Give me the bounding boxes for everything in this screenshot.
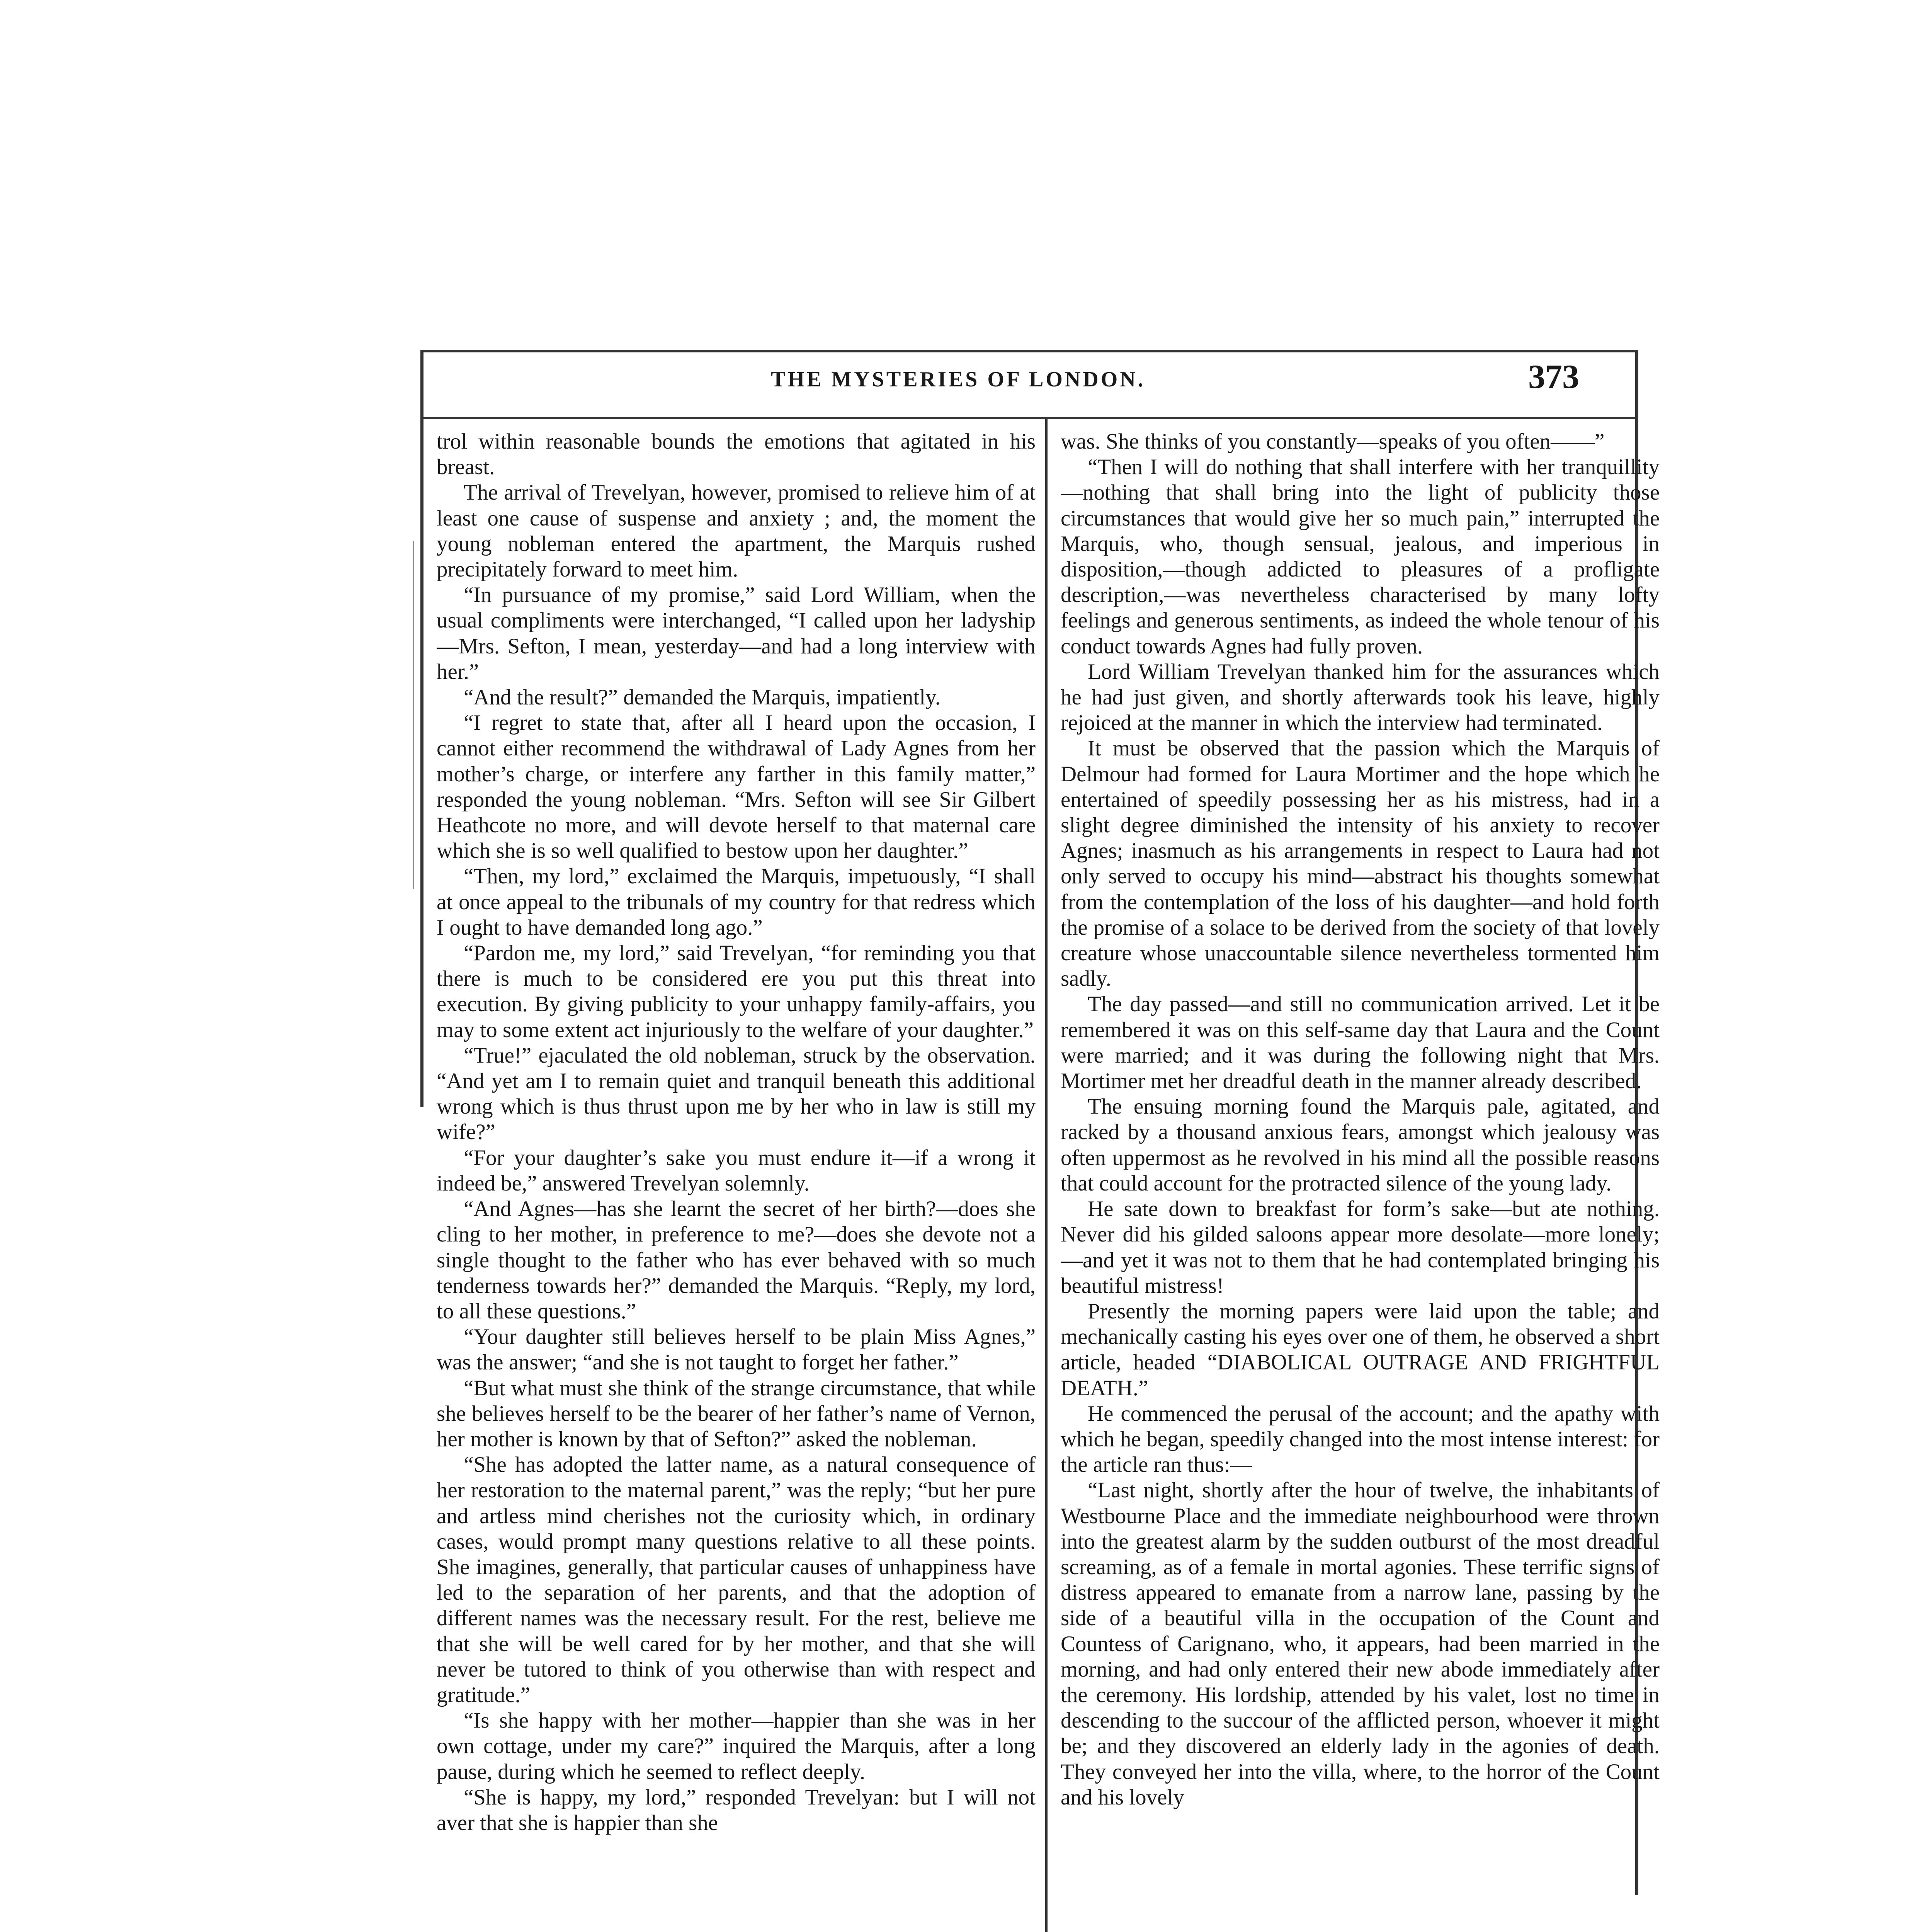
paragraph: “In pursuance of my promise,” said Lord William, when the usual compliments were interchanged, “I called upon her ladyship—Mrs. Sefton, I mean, yesterday—and had a long interview with her.” [437, 583, 1036, 684]
paragraph: “For your daughter’s sake you must endure it—if a wrong it indeed be,” answered Trevelyan solemnly. [437, 1145, 1036, 1196]
paragraph: “Then I will do nothing that shall interfere with her tranquillity—nothing that shall bring into the light of publicity those circumstances that would give her so much pain,” interrupted the Marquis, who, though sensual, jealous, and imperious in disposition,—though addicted to pleasures of a profligate description,—was nevertheless characterised by many lofty feelings and generous sentiments, as indeed the whole tenour of his conduct towards Agnes had fully proven. [1061, 455, 1660, 658]
column-divider [1045, 419, 1048, 1932]
paragraph: He sate down to breakfast for form’s sake—but ate nothing. Never did his gilded saloons appear more desolate—more lonely;—and yet it was not to them that he had contemplated bringing his beautiful mistress! [1061, 1197, 1660, 1298]
paragraph: Presently the morning papers were laid upon the table; and mechanically casting his eyes over one of them, he observed a short article, headed “DIABOLICAL OUTRAGE AND FRIGHTFUL DEATH.” [1061, 1299, 1660, 1400]
right-column [1061, 429, 1660, 1932]
paragraph: “Then, my lord,” exclaimed the Marquis, impetuously, “I shall at once appeal to the tribunals of my country for that redress which I ought to have demanded long ago.” [437, 864, 1036, 940]
left-column [437, 429, 1036, 1932]
paragraph: “And Agnes—has she learnt the secret of her birth?—does she cling to her mother, in preference to me?—does she devote not a single thought to the father who has ever behaved with so much tenderness towards her?” demanded the Marquis. “Reply, my lord, to all these questions.” [437, 1197, 1036, 1323]
paragraph: trol within reasonable bounds the emotions that agitated in his breast. [437, 429, 1036, 480]
top-border-line [420, 350, 1638, 352]
left-border-line [420, 350, 423, 1107]
paragraph: The arrival of Trevelyan, however, promised to relieve him of at least one cause of suspense and anxiety ; and, the moment the young nobleman entered the apartment, the Marquis rushed precipitately forward to meet him. [437, 480, 1036, 582]
paragraph: was. She thinks of you constantly—speaks of you often——” [1061, 429, 1605, 454]
paragraph: “Last night, shortly after the hour of twelve, the inhabitants of Westbourne Place and the immediate neighbourhood were thrown into the greatest alarm by the sudden outburst of the most dreadful screaming, as of a female in mortal agonies. These terrific signs of distress appeared to emanate from a narrow lane, passing by the side of a beautiful villa in the occupation of the Count and Countess of Carignano, who, it appears, had been married in the morning, and had only entered their new abode immediately after the ceremony. His lordship, attended by his valet, lost no time in descending to the succour of the afflicted person, whoever it might be; and they discovered an elderly lady in the agonies of death. They conveyed her into the villa, where, to the horror of the Count and his lovely [1061, 1478, 1660, 1810]
paragraph: The day passed—and still no communication arrived. Let it be remembered it was on this self-same day that Laura and the Count were married; and it was during the following night that Mrs. Mortimer met her dreadful death in the manner already described. [1061, 992, 1660, 1094]
running-header: THE MYSTERIES OF LONDON. [771, 367, 1146, 391]
paragraph: “And the result?” demanded the Marquis, impatiently. [464, 685, 941, 710]
paragraph: “She is happy, my lord,” responded Trevelyan: but I will not aver that she is happier than she [437, 1785, 1036, 1835]
paragraph: “But what must she think of the strange circumstance, that while she believes herself to be the bearer of her father’s name of Vernon, her mother is known by that of Sefton?” asked the nobleman. [437, 1376, 1036, 1451]
paragraph: The ensuing morning found the Marquis pale, agitated, and racked by a thousand anxious fears, amongst which jealousy was often uppermost as he revolved in his mind all the possible reasons that could account for the protracted silence of the young lady. [1061, 1094, 1660, 1196]
paragraph: “True!” ejaculated the old nobleman, struck by the observation. “And yet am I to remain quiet and tranquil beneath this additional wrong which is thus thrust upon me by her who in law is still my wife?” [437, 1043, 1036, 1145]
paragraph: “Your daughter still believes herself to be plain Miss Agnes,” was the answer; “and she is not taught to forget her father.” [437, 1325, 1036, 1375]
left-edge-mark [413, 541, 414, 889]
paragraph: “Pardon me, my lord,” said Trevelyan, “for reminding you that there is much to be considered ere you put this threat into execution. By giving publicity to your unhappy family-affairs, you may to some extent act injuriously to the welfare of your daughter.” [437, 941, 1036, 1042]
paragraph: It must be observed that the passion which the Marquis of Delmour had formed for Laura Mortimer and the hope which he entertained of speedily possessing her as his mistress, had in a slight degree diminished the intensity of his anxiety to recover Agnes; inasmuch as his arrangements in respect to Laura had not only served to occupy his mind—abstract his thoughts somewhat from the contemplation of the loss of his daughter—and hold forth the promise of a solace to be derived from the society of that lovely creature whose unaccountable silence nevertheless tormented him sadly. [1061, 736, 1660, 991]
paragraph: “She has adopted the latter name, as a natural consequence of her restoration to the maternal parent,” was the reply; “but her pure and artless mind cherishes not the curiosity which, in ordinary cases, would prompt many questions relative to all these points. She imagines, generally, that particular causes of unhappiness have led to the separation of her parents, and that the adoption of different names was the necessary result. For the rest, believe me that she will be well cared for by her mother, and that she will never be tutored to think of you otherwise than with respect and gratitude.” [437, 1452, 1036, 1707]
page-number: 373 [1528, 358, 1579, 396]
paragraph: “Is she happy with her mother—happier than she was in her own cottage, under my care?” inquired the Marquis, after a long pause, during which he seemed to reflect deeply. [437, 1708, 1036, 1784]
header-rule [420, 417, 1638, 419]
paragraph: He commenced the perusal of the account; and the apathy with which he began, speedily changed into the most intense interest: for the article ran thus:— [1061, 1401, 1660, 1477]
paragraph: Lord William Trevelyan thanked him for the assurances which he had just given, and shortly afterwards took his leave, highly rejoiced at the manner in which the interview had terminated. [1061, 659, 1660, 735]
paragraph: “I regret to state that, after all I heard upon the occasion, I cannot either recommend the withdrawal of Lady Agnes from her mother’s charge, or interfere any farther in this family matter,” responded the young nobleman. “Mrs. Sefton will see Sir Gilbert Heathcote no more, and will devote herself to that maternal care which she is so well qualified to bestow upon her daughter.” [437, 711, 1036, 863]
